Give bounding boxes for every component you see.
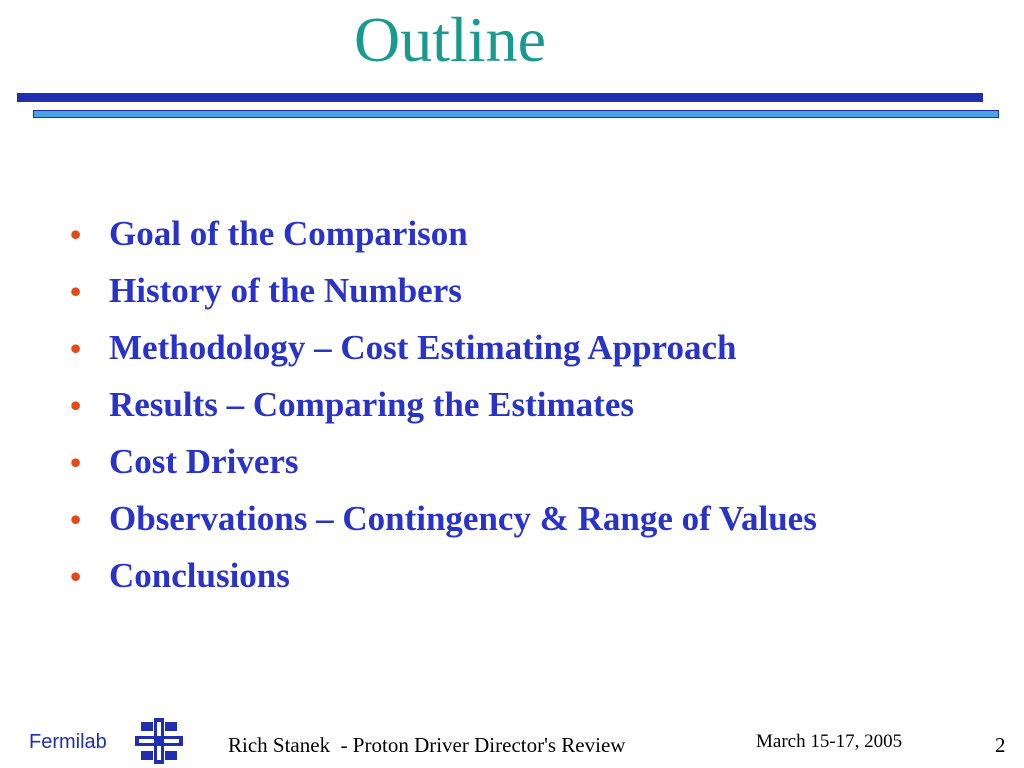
outline-item-text: Cost Drivers [109,442,299,481]
title-divider-dark [17,93,983,102]
bullet-icon: • [70,330,82,366]
footer-brand: Fermilab [29,731,107,753]
outline-item-text: Conclusions [109,556,290,595]
outline-item-text: History of the Numbers [109,271,462,310]
footer-date: March 15-17, 2005 [756,731,903,752]
page-number: 2 [995,733,1006,757]
slide-title: Outline [354,4,546,75]
outline-item-text: Methodology – Cost Estimating Approach [109,328,737,367]
outline-item-text: Goal of the Comparison [109,214,468,253]
bullet-icon: • [70,444,82,480]
footer-presenter: Rich Stanek - Proton Driver Director's Review [228,733,626,757]
outline-item-text: Results – Comparing the Estimates [109,385,634,424]
bullet-icon: • [70,501,82,537]
bullet-icon: • [70,387,82,423]
bullet-icon: • [70,558,82,594]
fermilab-logo-icon [135,718,183,764]
title-divider-light [33,110,999,118]
outline-item-text: Observations – Contingency & Range of Values [109,499,817,538]
bullet-icon: • [70,273,82,309]
bullet-icon: • [70,216,82,252]
